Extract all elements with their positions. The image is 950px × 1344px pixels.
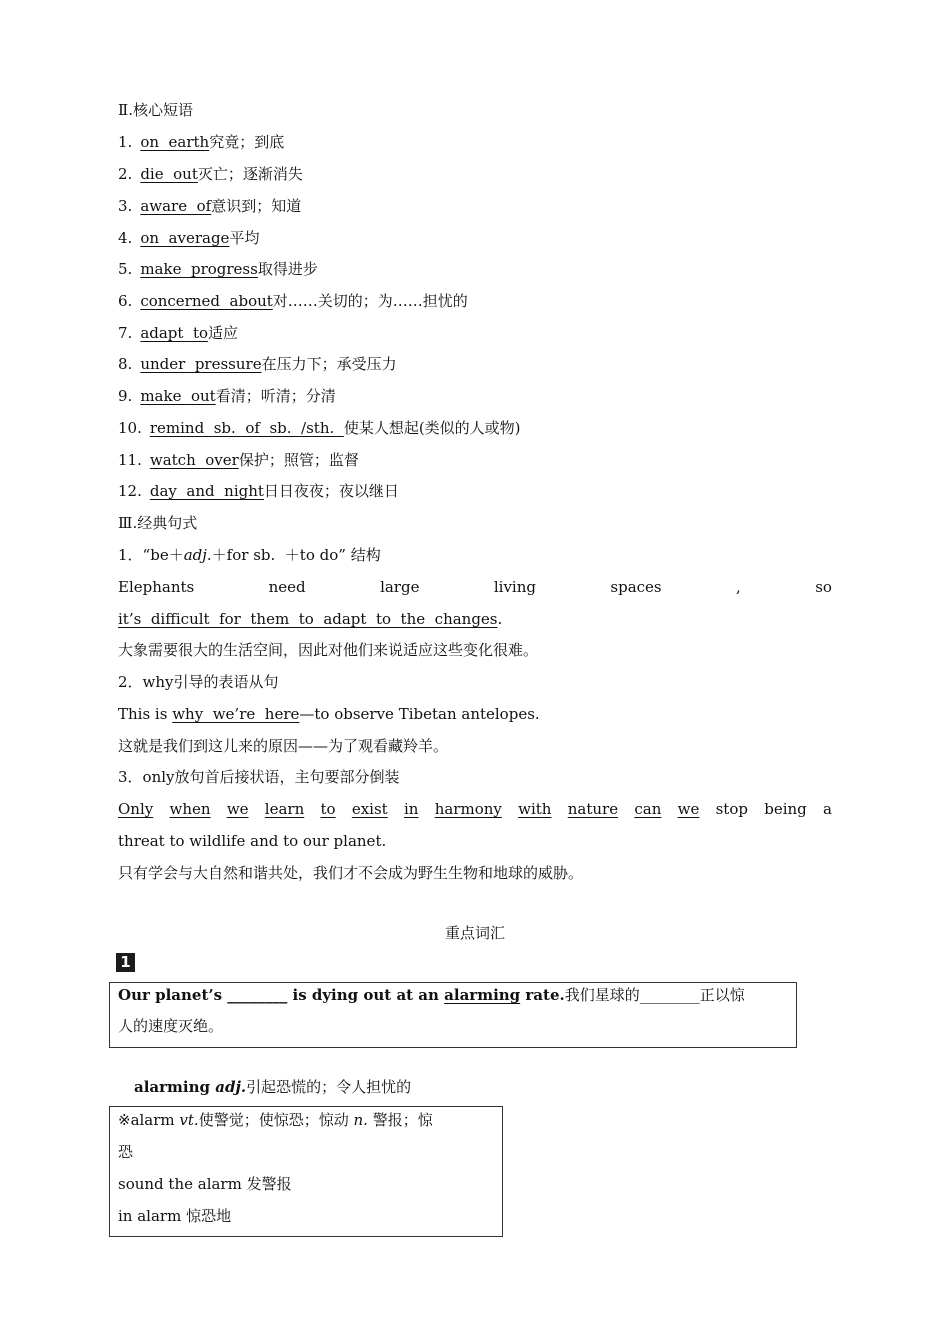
word: being [764,800,807,818]
phrase-meaning: 灭亡；逐渐消失 [197,165,303,183]
underlined-word: in [403,800,419,818]
phrase-number: 10. [118,419,142,437]
phrase-answer: watch over [149,451,239,469]
phrase-answer: die out [140,165,198,183]
underlined-word: when [169,800,211,818]
underlined-word: exist [351,800,388,818]
item-number-badge: 1 [116,953,135,972]
phrase-answer: make progress [140,260,258,278]
example-box-line-2: 人的速度灭绝。 [118,1017,224,1035]
phrase-item [118,386,336,406]
phrase-item [118,228,259,248]
phrase-number: 2. [118,165,133,183]
phrase-number: 12. [118,482,142,500]
phrase-meaning: 在压力下；承受压力 [261,355,397,373]
vocab-entry: alarming adj.引起恐慌的；令人担忧的 [134,1078,412,1096]
word: , [736,578,741,596]
phrase-meaning: 适应 [208,324,239,342]
phrase-item [118,450,359,470]
phrase-number: 5. [118,260,133,278]
word-family-line-1: ※alarm vt.使警觉；使惊恐；惊动 n. 警报；惊 [118,1111,433,1129]
phrase-answer: under pressure [140,355,262,373]
underlined-word: to [320,800,336,818]
pattern-3-heading: 3．only放句首后接状语，主句要部分倒装 [118,768,400,786]
underlined-word: we [677,800,700,818]
phrase-item [118,481,399,501]
word: Elephants [118,578,195,596]
phrase-item [118,354,397,374]
phrase-item [118,132,284,152]
word: a [823,800,832,818]
phrase-answer: concerned about [140,292,273,310]
phrase-number: 8. [118,355,133,373]
phrase-meaning: 看清；听清；分清 [215,387,336,405]
phrase-answer: adapt to [140,324,209,342]
phrase-meaning: 日日夜夜；夜以继日 [263,482,399,500]
pattern-3-example-line-2: threat to wildlife and to our planet. [118,832,387,850]
underlined-word: learn [264,800,305,818]
example-box-line-1: Our planet’s ________ is dying out at an alarming rate.我们星球的________正以惊 [118,986,745,1004]
phrase-meaning: 平均 [229,229,260,247]
vocab-heading: 重点词汇 [444,924,505,942]
phrase-meaning: 使某人想起(类似的人或物) [343,419,521,437]
pattern-2-example: This is why we’re here—to observe Tibetan antelopes. [118,705,540,723]
word: so [815,578,832,596]
word: need [268,578,306,596]
phrase-meaning: 对……关切的；为……担忧的 [272,292,468,310]
phrase-item [118,291,468,311]
phrase-item [118,164,303,184]
section-2-title: Ⅱ.核心短语 [118,101,193,119]
phrase-answer: on earth [140,133,210,151]
phrase-number: 1. [118,133,133,151]
underlined-word: can [634,800,662,818]
phrase-answer: aware of [140,197,212,215]
phrase-answer: day and night [149,482,264,500]
pattern-2-heading: 2．why引导的表语从句 [118,673,279,691]
word: stop [715,800,748,818]
phrase-item [118,259,318,279]
pattern-3-example-line-1 [118,799,832,819]
phrase-number: 4. [118,229,133,247]
phrase-item [118,418,521,438]
underlined-word: harmony [434,800,502,818]
underlined-word: with [518,800,552,818]
phrase-number: 11. [118,451,142,469]
phrase-meaning: 究竟；到底 [209,133,285,151]
phrase-meaning: 保护；照管；监督 [238,451,359,469]
pattern-1-translation: 大象需要很大的生活空间，因此对他们来说适应这些变化很难。 [118,641,539,659]
phrase-number: 6. [118,292,133,310]
underlined-word: we [226,800,249,818]
phrase-answer: make out [140,387,216,405]
underlined-word: nature [567,800,619,818]
word: spaces [610,578,662,596]
word-family-line-4: in alarm 惊恐地 [118,1207,232,1225]
phrase-meaning: 意识到；知道 [211,197,302,215]
phrase-number: 9. [118,387,133,405]
underlined-word: Only [118,800,154,818]
phrase-number: 7. [118,324,133,342]
pattern-3-translation: 只有学会与大自然和谐共处，我们才不会成为野生生物和地球的威胁。 [118,864,584,882]
section-3-title: Ⅲ.经典句式 [118,514,198,532]
word: living [493,578,536,596]
pattern-1-example-line-1 [118,577,832,597]
phrase-answer: remind sb. of sb. /sth. [149,419,344,437]
pattern-1-example-line-2: it’s difficult for them to adapt to the changes. [118,610,503,628]
phrase-number: 3. [118,197,133,215]
pattern-1-heading: 1．“be＋adj.＋for sb. ＋to do” 结构 [118,546,381,564]
word: large [380,578,420,596]
word-family-line-3: sound the alarm 发警报 [118,1175,292,1193]
phrase-item [118,196,301,216]
pattern-2-translation: 这就是我们到这儿来的原因——为了观看藏羚羊。 [118,737,449,755]
phrase-answer: on average [140,229,230,247]
phrase-meaning: 取得进步 [257,260,318,278]
phrase-item [118,323,238,343]
word-family-line-2: 恐 [118,1143,134,1161]
